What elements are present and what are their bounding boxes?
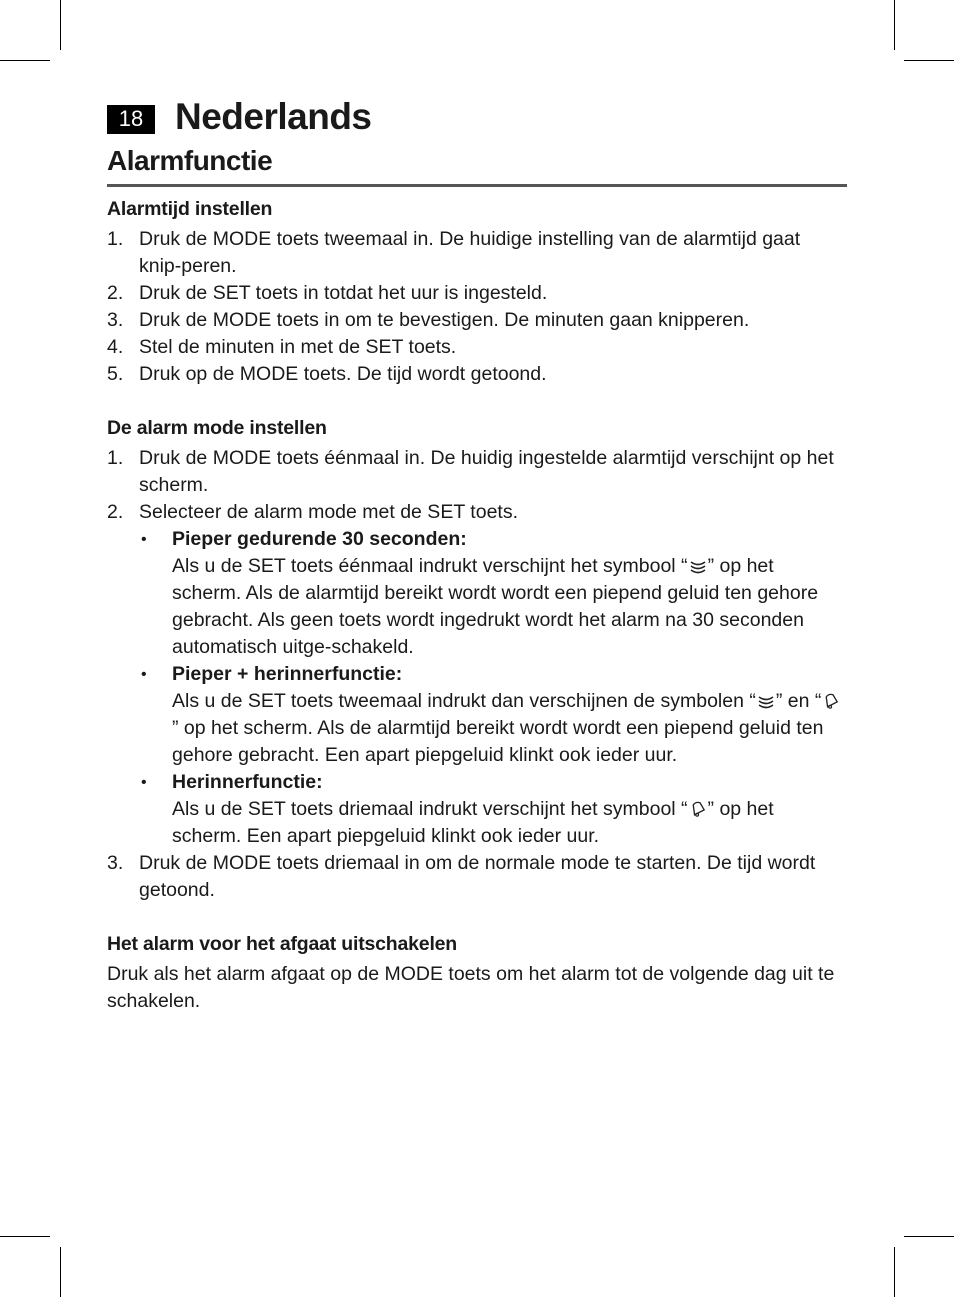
page-number: 18 [107, 105, 155, 134]
list-item [107, 445, 847, 499]
step-number: 4. [107, 336, 124, 358]
step-number: 5. [107, 363, 124, 385]
step-number: 1. [107, 228, 124, 250]
bullet: • [141, 531, 147, 548]
step-text: Druk de MODE toets tweemaal in. De huidige instelling van de alarmtijd gaat knip-peren. [139, 228, 801, 277]
step-text: Druk de MODE toets driemaal in om de normale mode te starten. De tijd wordt getoond. [139, 852, 816, 901]
option-title: Herinnerfunctie: [172, 771, 323, 793]
option-title: Pieper gedurende 30 seconden: [172, 528, 467, 550]
step-number: 2. [107, 282, 124, 304]
list-item [107, 226, 847, 280]
bell-icon [821, 693, 841, 709]
option-text-part: ” en “ [775, 690, 822, 712]
option-text-part: Als u de SET toets driemaal indrukt verschijnt het symbool “ [172, 798, 688, 820]
option-text-part: Als u de SET toets éénmaal indrukt verschijnt het symbool “ [172, 555, 688, 577]
step-text: Druk de MODE toets in om te bevestigen. De minuten gaan knipperen. [139, 309, 750, 331]
crop-mark-bottom-left-vertical [60, 1247, 61, 1297]
list-item [139, 769, 847, 850]
step-number: 3. [107, 852, 124, 874]
step-number: 1. [107, 447, 124, 469]
crop-mark-top-left-vertical [60, 0, 61, 50]
crop-mark-bottom-left-horizontal [0, 1236, 50, 1237]
crop-mark-top-right-vertical [894, 0, 895, 50]
alarmmode-heading: De alarm mode instellen [107, 417, 327, 439]
step-number: 2. [107, 501, 124, 523]
step-text: Druk de MODE toets éénmaal in. De huidig ingestelde alarmtijd verschijnt op het scherm. [139, 447, 834, 496]
step-number: 3. [107, 309, 124, 331]
section-divider [107, 184, 847, 187]
beep-wave-icon [756, 693, 776, 709]
uitschakelen-text: Druk als het alarm afgaat op de MODE toets om het alarm tot de volgende dag uit te schakelen. [107, 963, 835, 1012]
option-title: Pieper + herinnerfunctie: [172, 663, 403, 685]
option-text-part: Als u de SET toets tweemaal indrukt dan verschijnen de symbolen “ [172, 690, 756, 712]
alarmmode-steps [107, 445, 847, 904]
alarmtijd-steps [107, 226, 847, 388]
alarmtijd-heading: Alarmtijd instellen [107, 198, 273, 220]
section-title: Alarmfunctie [107, 145, 273, 176]
list-item [107, 280, 847, 307]
step-text: Druk de SET toets in totdat het uur is ingesteld. [139, 282, 548, 304]
step-text: Stel de minuten in met de SET toets. [139, 336, 457, 358]
page-header [107, 96, 372, 138]
uitschakelen-heading: Het alarm voor het afgaat uitschakelen [107, 933, 458, 955]
list-item [139, 526, 847, 661]
language-title: Nederlands [175, 96, 372, 137]
bell-icon [688, 801, 708, 817]
list-item [139, 661, 847, 769]
option-text-part: ” op het scherm. Als de alarmtijd bereikt wordt wordt een piepend geluid ten gehore gebracht. Een apart piepgeluid klinkt ook ieder uur. [172, 717, 824, 766]
step-text: Selecteer de alarm mode met de SET toets. [139, 501, 518, 523]
page-content [107, 196, 847, 1015]
option-text [172, 688, 847, 769]
crop-mark-top-left-horizontal [0, 60, 50, 61]
option-text [172, 796, 847, 850]
list-item [107, 850, 847, 904]
option-text [172, 553, 847, 661]
alarm-mode-options [139, 526, 847, 850]
list-item [107, 307, 847, 334]
list-item [107, 334, 847, 361]
crop-mark-top-right-horizontal [904, 60, 954, 61]
step-text: Druk op de MODE toets. De tijd wordt getoond. [139, 363, 547, 385]
crop-mark-bottom-right-horizontal [904, 1236, 954, 1237]
beep-wave-icon [688, 558, 708, 574]
option-text-part: ” op het scherm. Een apart piepgeluid klinkt ook ieder uur. [172, 798, 774, 847]
crop-mark-bottom-right-vertical [894, 1247, 895, 1297]
list-item [107, 361, 847, 388]
list-item [107, 499, 847, 850]
bullet: • [141, 774, 147, 791]
bullet: • [141, 666, 147, 683]
option-text-part: ” op het scherm. Als de alarmtijd bereikt wordt wordt een piepend geluid ten gehore gebracht. Als geen toets wordt ingedrukt wordt het alarm na 30 seconden automatisch uitge-schakeld. [172, 555, 819, 658]
